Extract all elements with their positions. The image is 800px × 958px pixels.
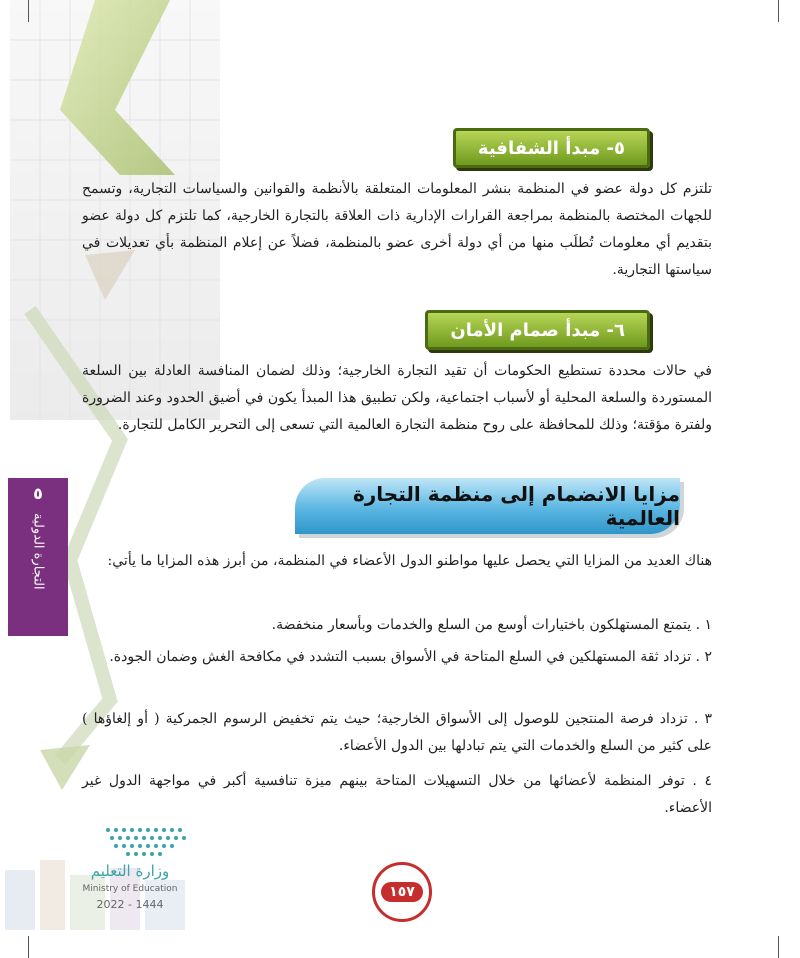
- ministry-year: 2022 - 1444: [96, 898, 164, 911]
- benefits-intro: هناك العديد من المزايا التي يحصل عليها مواطنو الدول الأعضاء في المنظمة، من أبرز هذه المزايا ما يأتي:: [107, 553, 712, 569]
- transparency-paragraph: تلتزم كل دولة عضو في المنظمة بنشر المعلومات المتعلقة بالأنظمة والقوانين والسياسات التجارية، وتسمح للجهات المختصة بالمنظمة بمراجعة القرارات الإدارية ذات العلاقة بالتجارة الخارجية، كما تلتزم كل دولة عضو بتقديم أي معلومات تُطلَب منها من أي دولة أخرى عضو بالمنظمة، فضلاً عن إعلام المنظمة بأي تعديلات في سياستها التجارية.: [82, 181, 712, 278]
- benefit-item: ٤ . توفر المنظمة لأعضائها من خلال التسهيلات المتاحة بينهم ميزة تنافسية أكبر في مواجهة الدول غير الأعضاء.: [82, 773, 712, 816]
- section-heading-text: ٦- مبدأ صمام الأمان: [450, 319, 625, 341]
- chapter-label: التجارة الدولية: [30, 513, 46, 590]
- benefit-item: ١ . يتمتع المستهلكون باختيارات أوسع من السلع والخدمات وبأسعار منخفضة.: [271, 617, 712, 633]
- benefits-title: مزايا الانضمام إلى منظمة التجارة العالمية: [352, 482, 680, 530]
- page-number: ١٥٧: [381, 882, 423, 902]
- benefit-item: ٢ . تزداد ثقة المستهلكين في السلع المتاحة في الأسواق بسبب التشدد في مكافحة الغش وضمان الجودة.: [109, 649, 712, 665]
- benefit-item: ٣ . تزداد فرصة المنتجين للوصول إلى الأسواق الخارجية؛ حيث يتم تخفيض الرسوم الجمركية ( أو إلغاؤها ) على كثير من السلع والخدمات التي يتم تبادلها بين الدول الأعضاء.: [82, 711, 712, 754]
- ministry-logo: [60, 824, 200, 919]
- safety-valve-paragraph: في حالات محددة تستطيع الحكومات أن تقيد التجارة الخارجية؛ وذلك لضمان المنافسة العادلة بين السلعة المستوردة والسلعة المحلية أو لأسباب اجتماعية، ولكن تطبيق هذا المبدأ يكون في أضيق الحدود وعند الضرورة ولفترة مؤقتة؛ وذلك للمحافظة على روح منظمة التجارة العالمية التي تسعى إلى التحرير الكامل للتجارة.: [82, 363, 712, 433]
- dot-pattern-icon: [98, 824, 198, 858]
- section-heading-text: ٥- مبدأ الشفافية: [477, 137, 625, 159]
- section-heading-safety-valve: [425, 310, 650, 350]
- ministry-name-arabic: وزارة التعليم: [90, 862, 170, 880]
- page-number-badge: [372, 862, 432, 922]
- chapter-side-tab: [8, 478, 68, 636]
- benefits-banner: [295, 478, 680, 534]
- ministry-name-english: Ministry of Education: [82, 884, 178, 894]
- chapter-number: ٥: [33, 484, 43, 503]
- section-heading-transparency: [453, 128, 650, 168]
